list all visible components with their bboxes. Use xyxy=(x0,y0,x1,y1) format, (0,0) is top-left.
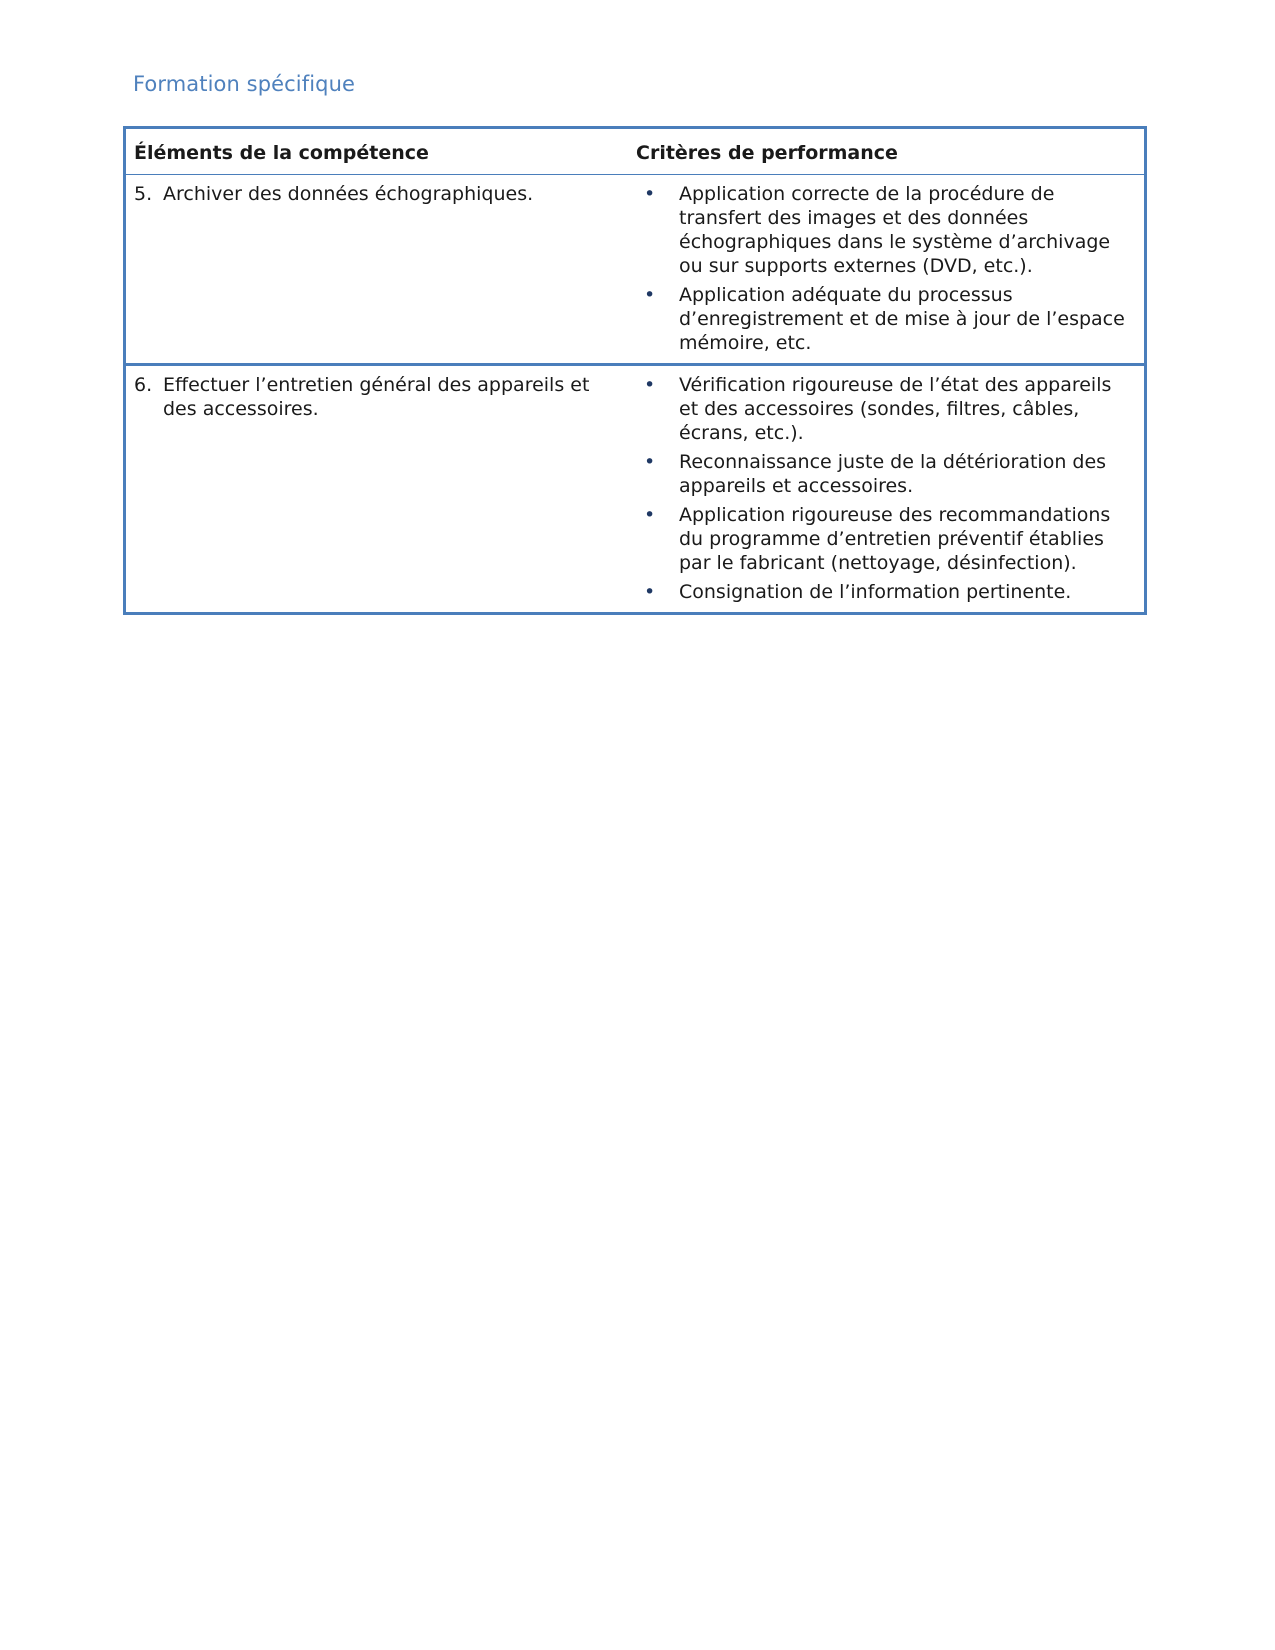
table-row xyxy=(125,365,1146,614)
page-title: Formation spécifique xyxy=(133,72,356,96)
criteria-text: Application rigoureuse des recommandations du programme d’entretien préventif établies par le fabricant (nettoyage, désinfection). xyxy=(679,504,1111,574)
bullet-icon: • xyxy=(644,581,656,603)
list-item xyxy=(636,450,1134,498)
criteria-list xyxy=(636,373,1134,604)
list-item xyxy=(636,503,1134,575)
table-row xyxy=(125,175,1146,365)
bullet-icon: • xyxy=(644,183,656,205)
element-cell xyxy=(125,365,629,614)
element-text: Archiver des données échographiques. xyxy=(163,183,534,205)
list-item xyxy=(636,373,1134,445)
table-header-row xyxy=(125,128,1146,175)
element-text: Effectuer l’entretien général des appareils et des accessoires. xyxy=(163,374,590,420)
bullet-icon: • xyxy=(644,374,656,396)
column-header-criteria: Critères de performance xyxy=(628,128,1146,175)
bullet-icon: • xyxy=(644,284,656,306)
criteria-text: Application adéquate du processus d’enregistrement et de mise à jour de l’espace mémoire, etc. xyxy=(679,284,1125,354)
criteria-text: Vérification rigoureuse de l’état des appareils et des accessoires (sondes, filtres, câbles, écrans, etc.). xyxy=(679,374,1112,444)
element-number: 6. xyxy=(134,374,153,396)
bullet-icon: • xyxy=(644,451,656,473)
criteria-cell xyxy=(628,365,1146,614)
criteria-cell xyxy=(628,175,1146,365)
list-item xyxy=(636,580,1134,604)
criteria-text: Application correcte de la procédure de transfert des images et des données échographiques dans le système d’archivage ou sur supports externes (DVD, etc.). xyxy=(679,183,1111,277)
element-item xyxy=(134,182,618,206)
bullet-icon: • xyxy=(644,504,656,526)
element-number: 5. xyxy=(134,183,153,205)
criteria-text: Reconnaissance juste de la détérioration des appareils et accessoires. xyxy=(679,451,1107,497)
element-cell xyxy=(125,175,629,365)
element-item xyxy=(134,373,618,421)
competence-table xyxy=(123,126,1147,615)
criteria-text: Consignation de l’information pertinente. xyxy=(679,581,1072,603)
criteria-list xyxy=(636,182,1134,355)
list-item xyxy=(636,182,1134,278)
column-header-elements: Éléments de la compétence xyxy=(125,128,629,175)
list-item xyxy=(636,283,1134,355)
